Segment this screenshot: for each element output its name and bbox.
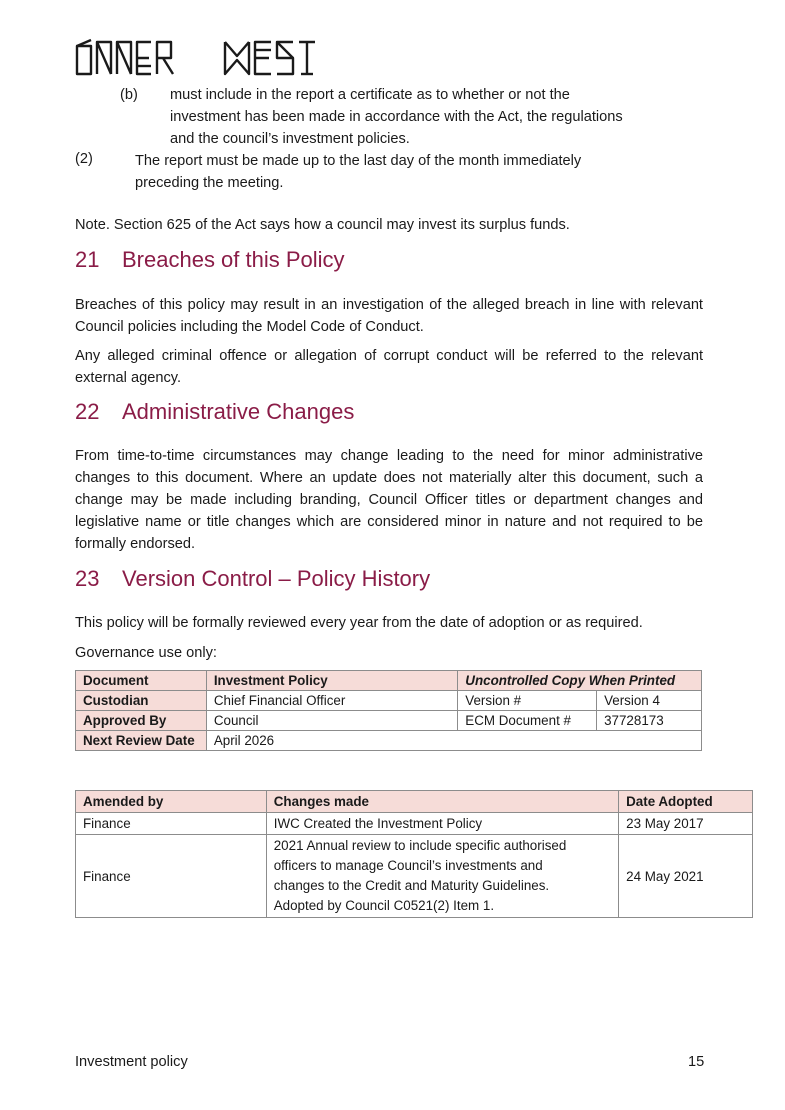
- changes-line: officers to manage Council’s investments and: [273, 858, 543, 873]
- column-header-changes-made: Changes made: [266, 791, 618, 813]
- amendment-history-table: [75, 790, 753, 918]
- item-2-line-1: The report must be made up to the last day of the month immediately: [135, 153, 582, 169]
- table-header-row: [76, 791, 753, 813]
- section-21-para-1: Breaches of this policy may result in an investigation of the alleged breach in line with relevant Council policies including the Model Code of Conduct.: [75, 297, 703, 335]
- table-row: [76, 835, 753, 918]
- section-23-number: 23: [75, 566, 100, 591]
- table-row: [76, 671, 702, 691]
- cell-date-adopted: 23 May 2017: [619, 813, 753, 835]
- footer-page-number: 15: [688, 1054, 705, 1070]
- table-cell-value: April 2026: [206, 731, 701, 751]
- column-header-amended-by: Amended by: [76, 791, 267, 813]
- table-cell-value: Chief Financial Officer: [206, 691, 457, 711]
- table-cell-label: Approved By: [76, 711, 207, 731]
- item-b-line-1: must include in the report a certificate as to whether or not the: [170, 87, 570, 103]
- item-2-line-2: preceding the meeting.: [135, 175, 284, 191]
- table-cell-value: Investment Policy: [206, 671, 457, 691]
- table-cell-value: Version 4: [597, 691, 702, 711]
- section-23-para-1: This policy will be formally reviewed every year from the date of adoption or as required.: [75, 615, 643, 631]
- section-22-number: 22: [75, 399, 100, 424]
- changes-line: Adopted by Council C0521(2) Item 1.: [273, 898, 495, 913]
- changes-line: 2021 Annual review to include specific authorised: [273, 838, 567, 853]
- section-23-title: Version Control – Policy History: [122, 566, 431, 591]
- item-b-line-2: investment has been made in accordance with the Act, the regulations: [170, 109, 623, 125]
- table-row: [76, 731, 702, 751]
- table-cell-label: ECM Document #: [458, 711, 597, 731]
- table-row: [76, 691, 702, 711]
- section-23-heading: [75, 565, 430, 593]
- table-row: [76, 813, 753, 835]
- list-marker-2: (2): [75, 151, 93, 167]
- table-cell-label: Next Review Date: [76, 731, 207, 751]
- table-cell-label: Custodian: [76, 691, 207, 711]
- section-21-heading: [75, 246, 345, 274]
- list-marker-b: (b): [120, 87, 138, 103]
- cell-changes-made: [266, 835, 618, 918]
- footer-title: Investment policy: [75, 1054, 188, 1070]
- table-row: [76, 711, 702, 731]
- section-21-number: 21: [75, 247, 100, 272]
- table-cell-value: 37728173: [597, 711, 702, 731]
- table-cell-value: Council: [206, 711, 457, 731]
- section-note: Note. Section 625 of the Act says how a council may invest its surplus funds.: [75, 217, 570, 233]
- governance-table: [75, 670, 702, 751]
- table-cell-label: Document: [76, 671, 207, 691]
- section-21-title: Breaches of this Policy: [122, 247, 345, 272]
- section-22-title: Administrative Changes: [122, 399, 355, 424]
- item-b-line-3: and the council’s investment policies.: [170, 131, 410, 147]
- inner-west-logo: [75, 36, 375, 78]
- section-22-heading: [75, 398, 354, 426]
- cell-date-adopted: 24 May 2021: [619, 835, 753, 918]
- cell-amended-by: Finance: [76, 813, 267, 835]
- section-23-para-2: Governance use only:: [75, 645, 217, 661]
- section-22-para-1: From time-to-time circumstances may change leading to the need for minor administrative changes to this document. Where an update does not materially alter this document, such a change may be made including branding, Council Officer titles or department changes and legislative name or title changes which are considered minor in nature and not required to be formally endorsed.: [75, 448, 703, 552]
- section-21-para-2: Any alleged criminal offence or allegation of corrupt conduct will be referred to the relevant external agency.: [75, 348, 703, 386]
- table-cell-label: Version #: [458, 691, 597, 711]
- changes-line: changes to the Credit and Maturity Guidelines.: [273, 878, 550, 893]
- cell-amended-by: Finance: [76, 835, 267, 918]
- column-header-date-adopted: Date Adopted: [619, 791, 753, 813]
- cell-changes-made: IWC Created the Investment Policy: [266, 813, 618, 835]
- uncontrolled-copy-note: Uncontrolled Copy When Printed: [458, 671, 702, 691]
